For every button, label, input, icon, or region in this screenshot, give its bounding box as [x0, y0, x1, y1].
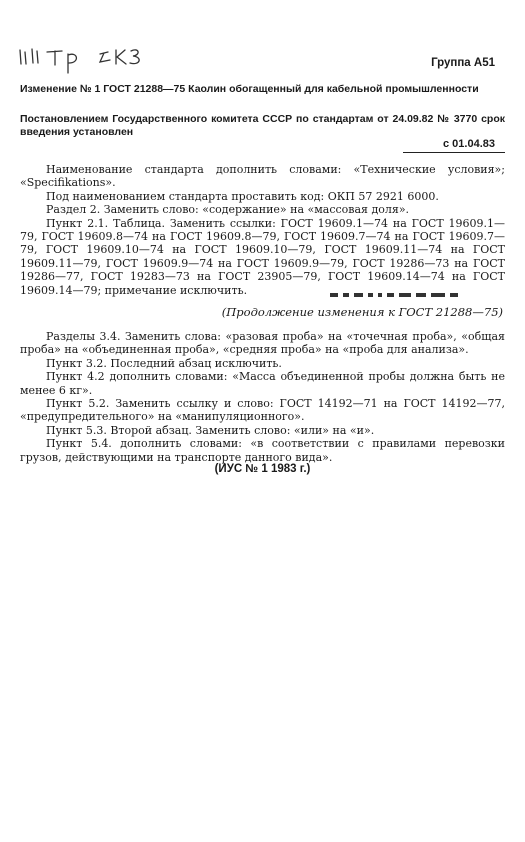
handwritten-note-image — [14, 42, 164, 76]
paragraph: Пункт 5.2. Заменить ссылку и слово: ГОСТ 14192—71 на ГОСТ 14192—77, «предупредительного» на «манипуляционного». — [20, 397, 505, 424]
paragraph: Под наименованием стандарта проставить код: ОКП 57 2921 6000. — [46, 189, 439, 203]
continuation-heading: (Продолжение изменения к ГОСТ 21288—75) — [221, 305, 503, 319]
paragraph: Пункт 3.2. Последний абзац исключить. — [46, 356, 282, 370]
paragraph: Пункт 5.3. Второй абзац. Заменить слово: «или» на «и». — [46, 423, 375, 437]
amendment-title: Изменение № 1 ГОСТ 21288—75 Каолин обогащенный для кабельной промышленности — [20, 83, 479, 95]
group-code: Группа А51 — [431, 57, 495, 69]
paragraph: Раздел 2. Заменить слово: «содержание» на «массовая доля». — [46, 203, 410, 217]
cropped-text-fragment — [330, 293, 505, 299]
amendment-body — [20, 163, 505, 297]
amendment-body-continued — [20, 330, 505, 464]
source-reference: (ИУС № 1 1983 г.) — [214, 463, 311, 475]
paragraph: Разделы 3.4. Заменить слова: «разовая проба» на «точечная проба», «общая проба» на «объединенная проба», «средняя проба» на «проба для анализа». — [20, 330, 505, 357]
paragraph: Наименование стандарта дополнить словами: «Технические условия»; «Specifikations». — [20, 163, 505, 190]
paragraph: Пункт 5.4. дополнить словами: «в соответствии с правилами перевозки грузов, действующими на транспорте данного вида». — [20, 437, 505, 464]
effective-date: с 01.04.83 — [443, 138, 495, 150]
paragraph: Пункт 4.2 дополнить словами: «Масса объединенной пробы должна быть не менее 6 кг». — [20, 370, 505, 397]
date-underline — [403, 152, 505, 153]
resolution-text: Постановлением Государственного комитета СССР по стандартам от 24.09.82 № 3770 срок введения установлен — [20, 113, 505, 139]
paragraph: Пункт 2.1. Таблица. Заменить ссылки: ГОСТ 19609.1—74 на ГОСТ 19609.1—79, ГОСТ 19609.8—74 на ГОСТ 19609.8—79, ГОСТ 19609.7—74 на ГОСТ 19609.7—79, ГОСТ 19609.10—74 на ГОСТ 19609.10—79, ГОСТ 19609.11—74 на ГОСТ 19609.11—79, ГОСТ 19609.9—74 на ГОСТ 19609.9—79, ГОСТ 19286—73 на ГОСТ 19286—77, ГОСТ 19283—73 на ГОСТ 23905—79, ГОСТ 19609.14—74 на ГОСТ 19609.14—79; примечание исключить. — [20, 216, 505, 297]
